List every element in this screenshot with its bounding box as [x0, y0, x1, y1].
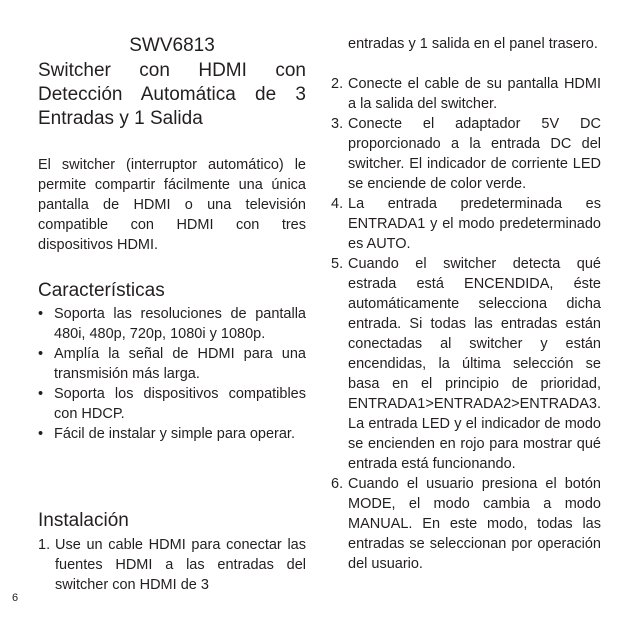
step-number: 4. [331, 196, 344, 212]
step-number: 1. [38, 537, 51, 553]
step-text: Cuando el switcher detecta qué estrada está ENCENDIDA, éste automáticamente selecciona dicha entrada. Si todas las entradas están conectadas al switcher y están encendidas, la última selección se basa en el principio de prioridad, ENTRADA1>ENTRADA2>ENTRADA3. La entrada LED y el indicador de modo se encienden en rojo para mostrar qué entrada está funcionando. [348, 256, 602, 472]
feature-item: • Fácil de instalar y simple para operar. [38, 424, 306, 444]
title-line-3: Entradas y 1 Salida [38, 108, 203, 129]
intro-paragraph: El switcher (interruptor automático) le permite compartir fácilmente una única pantalla de HDMI o una televisión compatible con HDMI con tres dispositivos HDMI. [38, 157, 306, 253]
step-text: Cuando el usuario presiona el botón MODE, el modo cambia a modo MANUAL. En este modo, todas las entradas se seleccionan por operación del usuario. [348, 476, 601, 572]
installation-step [331, 74, 601, 114]
installation-step [331, 194, 601, 254]
page-number: 6 [12, 592, 19, 604]
step-text: Conecte el adaptador 5V DC proporcionado a la entrada DC del switcher. El indicador de corriente LED se enciende de color verde. [348, 116, 601, 192]
features-heading: Características [38, 280, 165, 301]
step-number: 3. [331, 116, 344, 132]
step-text: Conecte el cable de su pantalla HDMI a la salida del switcher. [348, 76, 601, 112]
page-title [38, 59, 306, 131]
feature-item: • Soporta los dispositivos compatibles con HDCP. [38, 384, 306, 424]
model-number: SWV6813 [129, 35, 215, 56]
step-number: 2. [331, 76, 344, 92]
installation-steps-right [331, 74, 601, 574]
installation-heading: Instalación [38, 510, 129, 531]
installation-step [331, 114, 601, 194]
step-text: La entrada predeterminada es ENTRADA1 y el modo predeterminado es AUTO. [348, 196, 601, 252]
installation-step [331, 474, 601, 574]
installation-step-1 [38, 535, 306, 595]
feature-item: • Soporta las resoluciones de pantalla 480i, 480p, 720p, 1080i y 1080p. [38, 304, 306, 344]
features-list [38, 304, 306, 444]
title-line-1: Switcher con HDMI con [38, 60, 306, 81]
step-number: 5. [331, 256, 344, 272]
feature-item: • Amplía la señal de HDMI para una transmisión más larga. [38, 344, 306, 384]
installation-step [331, 254, 601, 474]
title-line-2: Detección Automática de 3 [38, 84, 306, 105]
step-text: Use un cable HDMI para conectar las fuentes HDMI a las entradas del switcher con HDMI de 3 [55, 537, 306, 593]
installation-step-1-continued: entradas y 1 salida en el panel trasero. [348, 36, 598, 52]
step-number: 6. [331, 476, 344, 492]
installation-steps-left [38, 535, 306, 595]
